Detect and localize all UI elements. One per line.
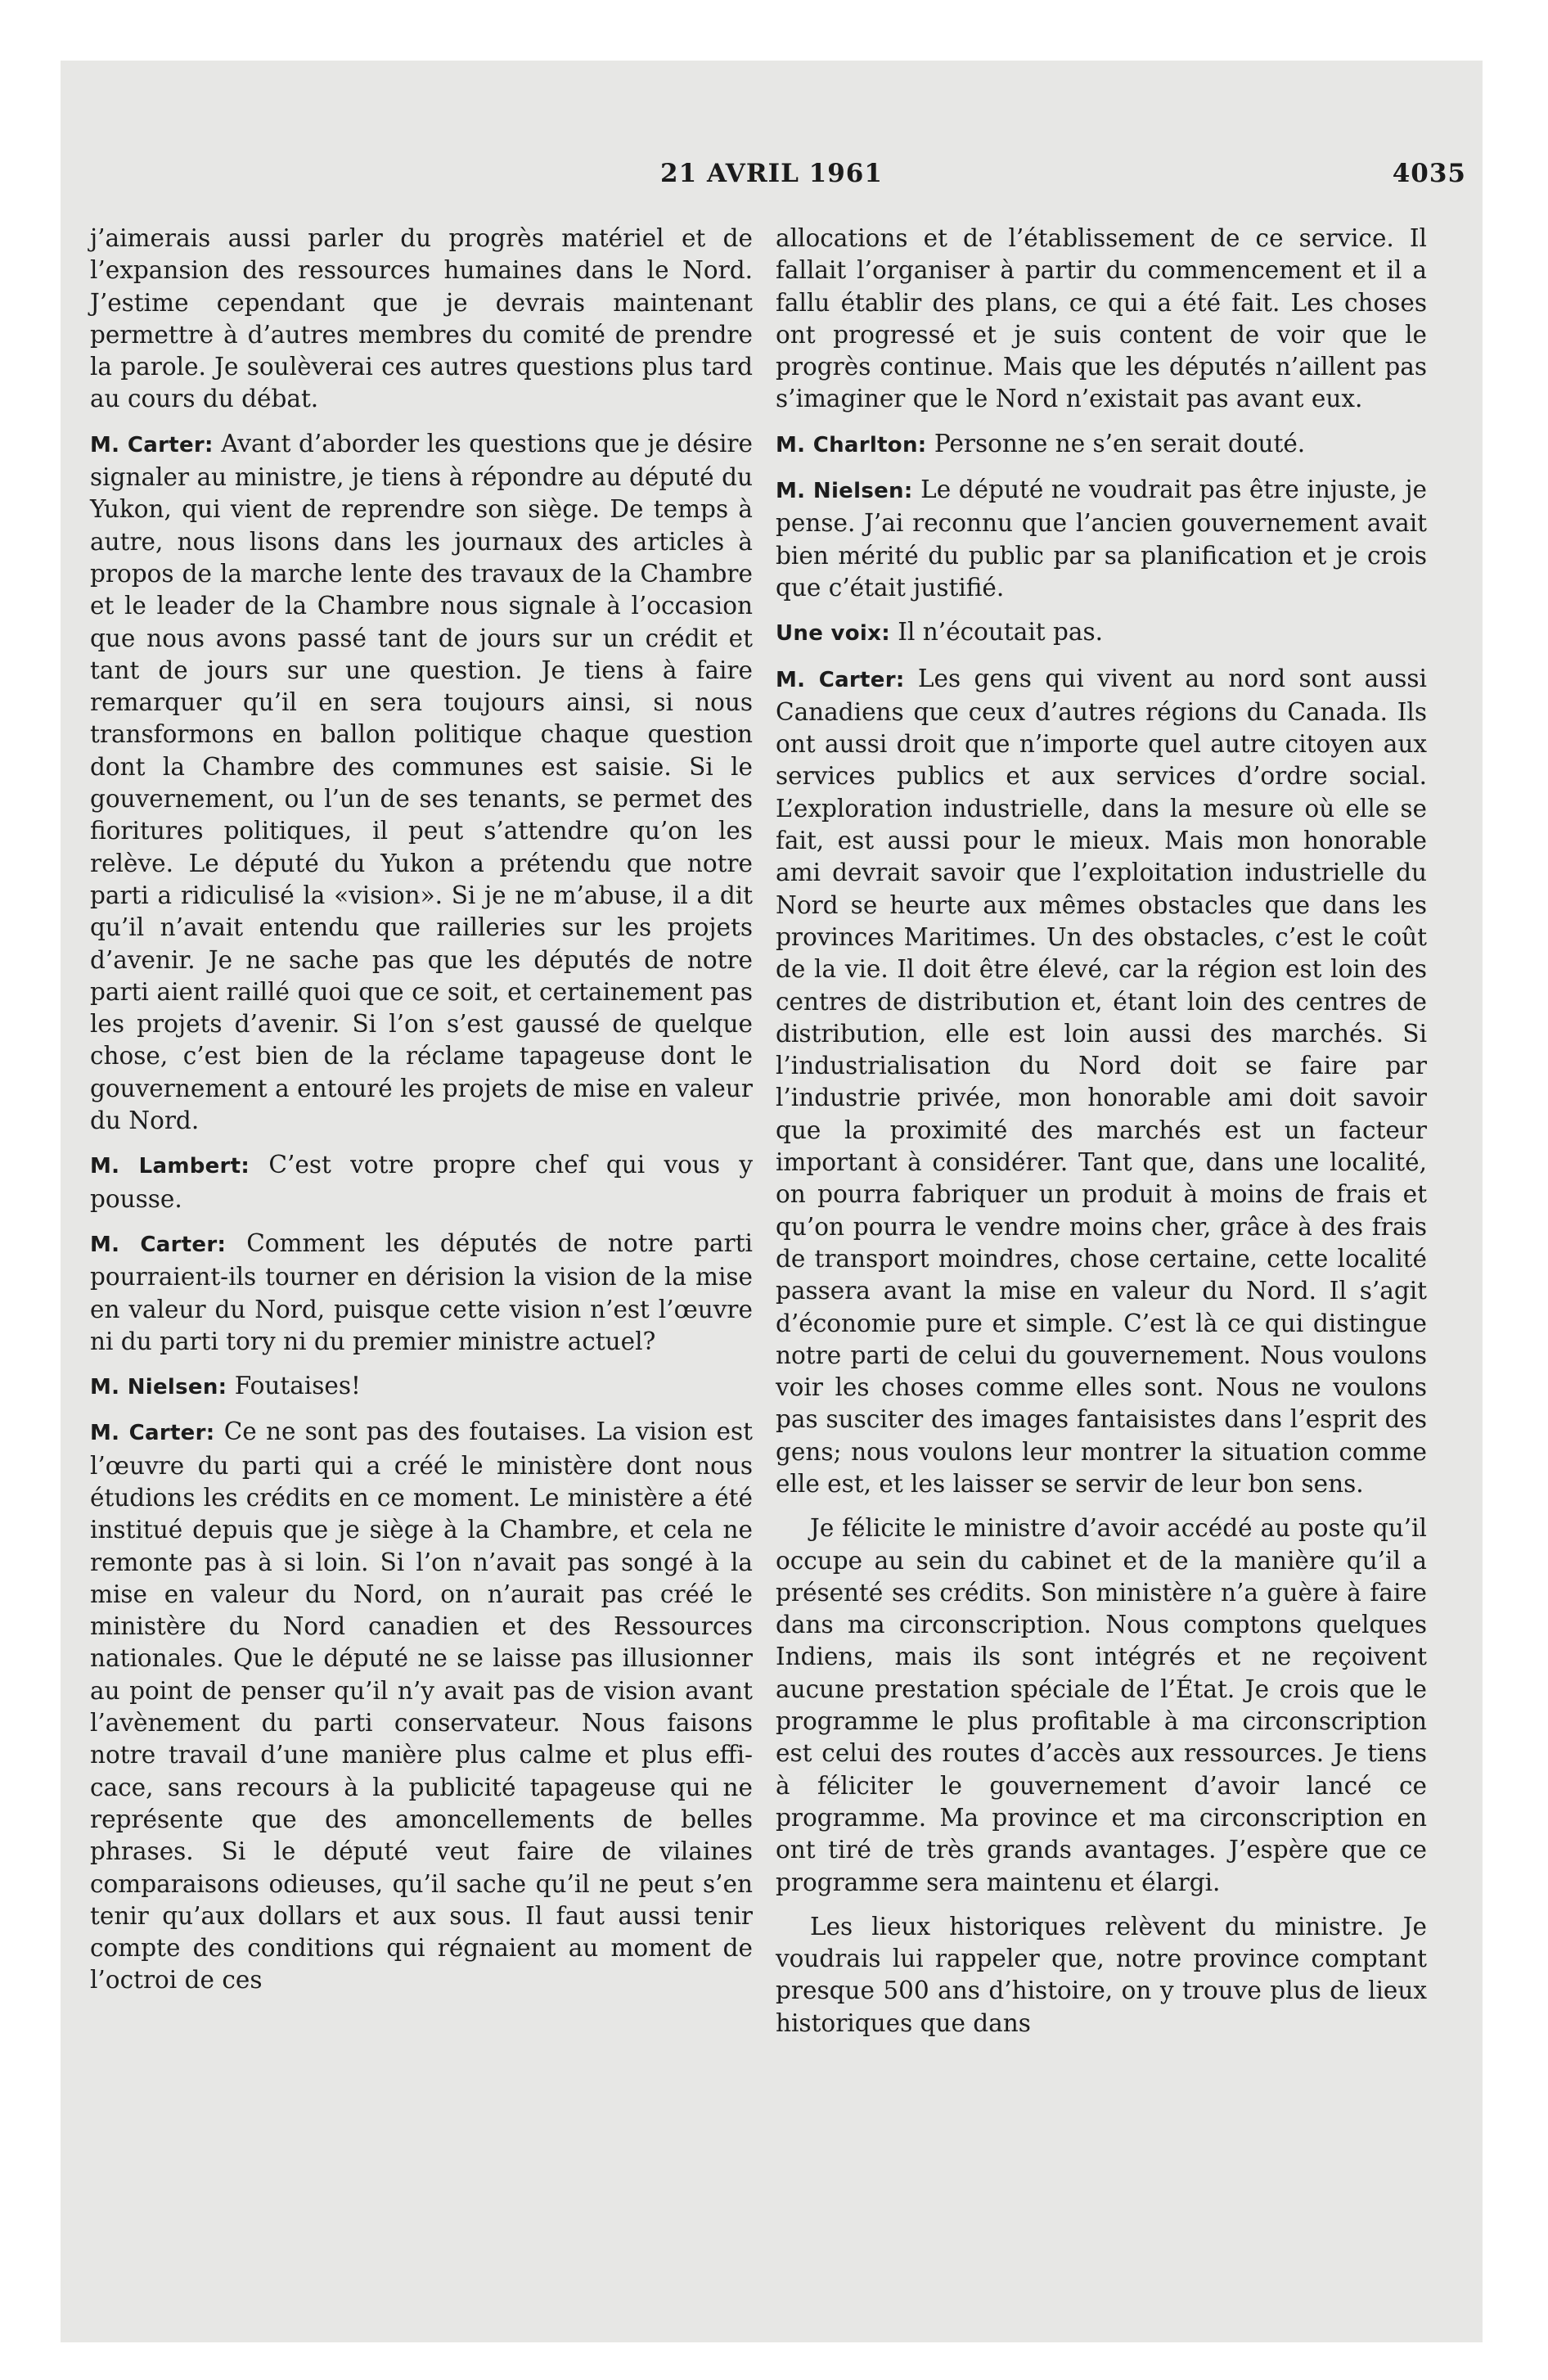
paragraph-text: Ce ne sont pas des foutaises. La vision est l’œuvre du parti qui a créé le ministère dont nous étudions les crédits en ce moment. Le ministère a été institué depuis que je siège à la Chambre, et cela ne remonte pas à si loin. Si l’on n’avait pas songé à la mise en valeur du Nord, on n’aurait pas créé le ministère du Nord canadien et des Ressources nationales. Que le député ne se laisse pas illusionner au point de penser qu’il n’y avait pas de vision avant l’avènement du parti conservateur. Nous faisons notre travail d’une manière plus calme et plus efficace, sans recours à la publicité tapageuse qui ne représente que des amoncellements de belles phrases. Si le député veut faire de vilaines comparaisons odieuses, qu’il sache qu’il ne peut s’en tenir qu’aux dollars et aux sous. Il faut aussi tenir compte des conditions qui régnaient au moment de l’octroi de ces [90,1418,753,1995]
paragraph-text: Je félicite le ministre d’avoir accédé au poste qu’il occupe au sein du cabinet et de la manière qu’il a présenté ses crédits. Son ministère n’a guère à faire dans ma circonscription. Nous comptons quelques Indiens, mais ils sont intégrés et ne reçoivent aucune prestation spéciale de l’État. Je crois que le programme le plus profitable à ma circonscription est celui des routes d’accès aux ressources. Je tiens à féliciter le gouvernement d’avoir lancé ce programme. Ma province et ma circonscription en ont tiré de très grands avantages. J’espère que ce programme sera maintenu et élargi. [776,1514,1427,1896]
paragraph [776,1911,1427,2040]
paragraph [90,428,753,1138]
paragraph [776,428,1427,462]
speaker-name: M. Carter: [90,1421,215,1446]
paragraph [776,474,1427,604]
paragraph [776,223,1427,416]
paragraph-text: Personne ne s’en serait douté. [934,429,1306,458]
paragraph-text: allocations et de l’établissement de ce service. Il fallait l’organiser à partir du commencement et il a fallu établir des plans, ce qui a été fait. Les choses ont progressé et je suis content de voir que le progrès continue. Mais que les députés n’aillent pas s’imaginer que le Nord n’existait pas avant eux. [776,224,1427,413]
speaker-name: M. Carter: [90,1232,227,1257]
paragraph-text: Comment les députés de notre parti pourraient-ils tourner en dérision la vision de la mise en valeur du Nord, puisque cette vision n’est l’œuvre ni du parti tory ni du premier ministre actuel? [90,1228,753,1355]
speaker-name: M. Carter: [90,432,214,458]
right-column [776,223,1427,2052]
paragraph-text: j’aimerais aussi parler du progrès matériel et de l’expansion des ressources humaines dans le Nord. J’estime cependant que je devrais maintenant permettre à d’autres membres du comité de prendre la parole. Je soulèverai ces autres questions plus tard au cours du débat. [90,224,753,413]
paragraph [776,616,1427,650]
speaker-name: M. Charlton: [776,432,927,458]
left-column [90,223,753,2009]
paragraph-text: Les gens qui vivent au nord sont aussi Canadiens que ceux d’autres régions du Canada. Ils ont aussi droit que n’importe quel autre citoyen aux services publics et aux services d’ordre social. L’exploration industrielle, dans la mesure où elle se fait, est aussi pour le mieux. Mais mon honorable ami devrait savoir que l’exploitation industrielle du Nord se heurte aux mêmes obstacles que dans les provinces Maritimes. Un des obstacles, c’est le coût de la vie. Il doit être élevé, car la région est loin des centres de distribution et, étant loin des centres de distribution, elle est loin aussi des marchés. Si l’industrialisation du Nord doit se faire par l’industrie privée, mon honorable ami doit savoir que la proximité des marchés est un facteur important à considérer. Tant que, dans une localité, on pourra fabriquer un produit à moins de frais et qu’on pourra le vendre moins cher, grâce à des frais de transport moindres, chose certaine, cette localité passera avant la mise en valeur du Nord. Il s’agit d’économie pure et simple. C’est là ce qui distingue notre parti de celui du gouvernement. Nous voulons voir les choses comme elles sont. Nous ne voulons pas susciter des images fantaisistes dans l’esprit des gens; nous voulons leur montrer la situation comme elle est, et les laisser se servir de leur bon sens. [776,664,1427,1498]
page-header [61,159,1483,200]
speaker-name: M. Lambert: [90,1154,250,1179]
speaker-name: Une voix: [776,621,890,647]
paragraph-text: Il n’écoutait pas. [898,618,1103,647]
speaker-name: M. Nielsen: [776,479,913,504]
paragraph-text: Foutaises! [234,1372,361,1400]
paragraph-text: Avant d’aborder les questions que je désire signaler au ministre, je tiens à répondre au député du Yukon, qui vient de reprendre son siège. De temps à autre, nous lisons dans les journaux des articles à propos de la marche lente des travaux de la Chambre et le leader de la Chambre nous signale à l’occasion que nous avons passé tant de jours sur un crédit et tant de jours sur une question. Je tiens à faire remarquer qu’il en sera toujours ainsi, si nous transformons en ballon politique chaque question dont la Chambre des communes est saisie. Si le gouvernement, ou l’un de ses tenants, se permet des fioritures politiques, il peut s’attendre qu’on les relève. Le député du Yukon a prétendu que notre parti a ridiculisé la «vision». Si je ne m’abuse, il a dit qu’il n’avait entendu que railleries sur les projets d’avenir. Je ne sache pas que les députés de notre parti aient raillé quoi que ce soit, et certainement pas les projets d’avenir. Si l’on s’est gaussé de quelque chose, c’est bien de la réclame tapageuse dont le gouvernement a entouré les projets de mise en valeur du Nord. [90,429,753,1135]
paragraph [776,663,1427,1501]
paragraph-text: Le député ne voudrait pas être injuste, je pense. J’ai reconnu que l’ancien gouvernement avait bien mérité du public par sa planification et je crois que c’était justifié. [776,476,1427,602]
speaker-name: M. Nielsen: [90,1375,227,1400]
paragraph [90,1149,753,1215]
paragraph-text: C’est votre propre chef qui vous y pousse. [90,1151,753,1213]
paragraph [90,1370,753,1404]
header-date: 21 AVRIL 1961 [660,159,883,188]
paragraph [90,223,753,416]
paragraph [776,1512,1427,1899]
paragraph-text: Les lieux historiques relèvent du ministre. Je voudrais lui rappeler que, notre province comptant presque 500 ans d’histoire, on y trouve plus de lieux historiques que dans [776,1912,1427,2037]
paragraph [90,1416,753,1996]
speaker-name: M. Carter: [776,667,905,692]
page-number: 4035 [1392,159,1466,188]
paragraph [90,1228,753,1358]
